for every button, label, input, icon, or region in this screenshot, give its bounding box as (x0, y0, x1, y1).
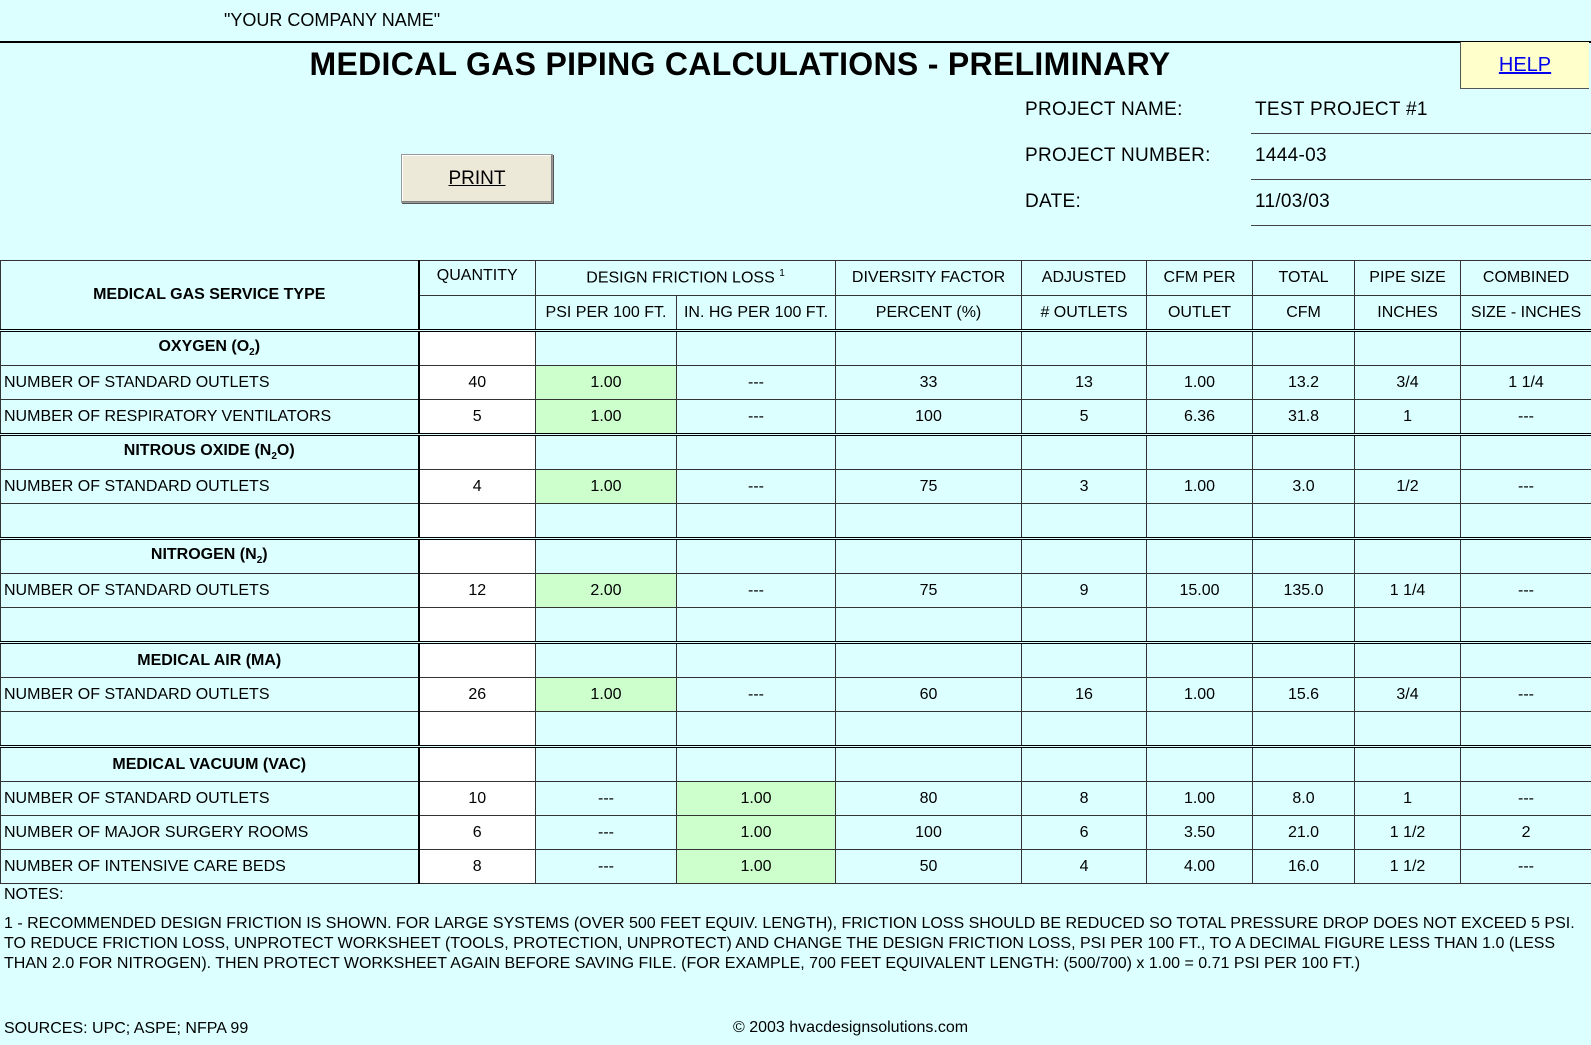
sources: SOURCES: UPC; ASPE; NFPA 99 (4, 1020, 249, 1037)
empty-cell (1147, 747, 1253, 782)
project-number-underline (1251, 179, 1591, 180)
section-nitrogen-text: NITROGEN (N (150, 546, 257, 564)
empty-cell (536, 712, 677, 747)
empty-cell (677, 504, 836, 539)
table-row (1, 850, 1591, 884)
inhg-cell: --- (677, 678, 836, 712)
cfm-cell: 1.00 (1147, 366, 1253, 400)
project-name-label: PROJECT NAME: (1025, 99, 1183, 120)
project-number-label: PROJECT NUMBER: (1025, 145, 1211, 166)
adjusted-cell: 9 (1022, 574, 1147, 608)
header-adjusted-1: ADJUSTED (1022, 261, 1147, 296)
table-row (1, 366, 1591, 400)
inhg-cell[interactable]: 1.00 (677, 782, 836, 816)
empty-cell (1147, 539, 1253, 574)
inhg-cell: --- (677, 470, 836, 504)
header-cfm-per-1: CFM PER (1147, 261, 1253, 296)
adjusted-cell: 16 (1022, 678, 1147, 712)
empty-cell (1461, 331, 1591, 366)
row-label: NUMBER OF INTENSIVE CARE BEDS (1, 850, 419, 884)
header-total-1: TOTAL (1253, 261, 1355, 296)
table-row (1, 470, 1591, 504)
empty-cell (1355, 504, 1461, 539)
table-row (1, 782, 1591, 816)
empty-cell (1147, 608, 1253, 643)
empty-cell (1022, 747, 1147, 782)
section-medical-air: MEDICAL AIR (MA) (1, 643, 419, 678)
empty-cell (1461, 712, 1591, 747)
combined-cell: --- (1461, 782, 1591, 816)
date-label: DATE: (1025, 191, 1082, 212)
total-cell: 15.6 (1253, 678, 1355, 712)
empty-cell (1253, 435, 1355, 470)
cfm-cell: 1.00 (1147, 470, 1253, 504)
total-cell: 8.0 (1253, 782, 1355, 816)
empty-cell (1461, 747, 1591, 782)
psi-cell[interactable]: 1.00 (536, 366, 677, 400)
empty-cell (1147, 331, 1253, 366)
diversity-cell: 100 (836, 816, 1022, 850)
empty-cell (1355, 712, 1461, 747)
psi-cell[interactable]: 2.00 (536, 574, 677, 608)
date-underline (1251, 225, 1591, 226)
empty-cell (836, 435, 1022, 470)
help-box (1460, 42, 1589, 89)
empty-cell (836, 331, 1022, 366)
header-total-2: CFM (1253, 296, 1355, 331)
header-pipe-2: INCHES (1355, 296, 1461, 331)
top-divider (0, 41, 1591, 43)
diversity-cell: 60 (836, 678, 1022, 712)
empty-cell (419, 712, 536, 747)
table-row (1, 816, 1591, 850)
copyright: © 2003 hvacdesignsolutions.com (733, 1019, 969, 1036)
empty-cell (1022, 643, 1147, 678)
header-cfm-per-2: OUTLET (1147, 296, 1253, 331)
empty-cell (1147, 504, 1253, 539)
empty-cell (419, 331, 536, 366)
header-design-friction-loss (536, 261, 836, 296)
quantity-cell[interactable]: 8 (419, 850, 536, 884)
header-service-type: MEDICAL GAS SERVICE TYPE (1, 261, 419, 331)
total-cell: 16.0 (1253, 850, 1355, 884)
empty-cell (419, 643, 536, 678)
total-cell: 3.0 (1253, 470, 1355, 504)
cfm-cell: 3.50 (1147, 816, 1253, 850)
empty-cell (1022, 539, 1147, 574)
empty-cell (1355, 331, 1461, 366)
row-label: NUMBER OF MAJOR SURGERY ROOMS (1, 816, 419, 850)
calc-table (0, 260, 1591, 884)
diversity-cell: 75 (836, 470, 1022, 504)
section-nitrous-oxide (1, 435, 419, 470)
section-oxygen-text: OXYGEN (O (158, 338, 250, 356)
empty-cell (836, 712, 1022, 747)
empty-cell (419, 608, 536, 643)
empty-cell (1022, 608, 1147, 643)
footnote-marker: 1 (779, 268, 785, 280)
diversity-cell: 100 (836, 400, 1022, 435)
empty-label (1, 712, 419, 747)
empty-cell (1253, 608, 1355, 643)
diversity-cell: 33 (836, 366, 1022, 400)
adjusted-cell: 13 (1022, 366, 1147, 400)
psi-cell[interactable]: 1.00 (536, 470, 677, 504)
total-cell: 13.2 (1253, 366, 1355, 400)
combined-cell: --- (1461, 470, 1591, 504)
empty-cell (419, 539, 536, 574)
psi-cell: --- (536, 850, 677, 884)
subscript: 2 (271, 451, 277, 463)
inhg-cell: --- (677, 366, 836, 400)
adjusted-cell: 6 (1022, 816, 1147, 850)
header-quantity: QUANTITY (419, 261, 536, 296)
empty-cell (836, 504, 1022, 539)
quantity-cell[interactable]: 5 (419, 400, 536, 435)
cfm-cell: 15.00 (1147, 574, 1253, 608)
total-cell: 135.0 (1253, 574, 1355, 608)
adjusted-cell: 3 (1022, 470, 1147, 504)
notes-heading: NOTES: (4, 886, 64, 903)
empty-cell (677, 747, 836, 782)
empty-cell (1461, 435, 1591, 470)
combined-cell: 1 1/4 (1461, 366, 1591, 400)
empty-cell (836, 539, 1022, 574)
header-dfl-text: DESIGN FRICTION LOSS (586, 269, 775, 287)
empty-cell (419, 435, 536, 470)
header-diversity-1: DIVERSITY FACTOR (836, 261, 1022, 296)
header-quantity-blank (419, 296, 536, 331)
empty-cell (1355, 747, 1461, 782)
combined-cell: --- (1461, 574, 1591, 608)
row-label: NUMBER OF RESPIRATORY VENTILATORS (1, 400, 419, 435)
row-label: NUMBER OF STANDARD OUTLETS (1, 574, 419, 608)
psi-cell: --- (536, 816, 677, 850)
pipe-cell: 3/4 (1355, 366, 1461, 400)
subscript: 2 (249, 347, 255, 359)
adjusted-cell: 8 (1022, 782, 1147, 816)
section-medical-vacuum: MEDICAL VACUUM (VAC) (1, 747, 419, 782)
empty-cell (536, 643, 677, 678)
notes-text: 1 - RECOMMENDED DESIGN FRICTION IS SHOWN. FOR LARGE SYSTEMS (OVER 500 FEET EQUIV. LENGTH), FRICTION LOSS SHOULD BE REDUCED SO TOTAL PRESSURE DROP DOES NOT EXCEED 5 PSI. TO REDUCE FRICTION LOSS, UNPROTECT WORKSHEET (TOOLS, PROTECTION, UNPROTECT) AND CHANGE THE DESIGN FRICTION LOSS, PSI PER 100 FT., TO A DECIMAL FIGURE LESS THAN 1.0 (LESS THAN 2.0 FOR NITROGEN). THEN PROTECT WORKSHEET AGAIN BEFORE SAVING FILE. (FOR EXAMPLE, 700 FEET EQUIVALENT LENGTH: (500/700) x 1.00 = 0.71 PSI PER 100 FT.) (4, 915, 1575, 972)
section-nitrous-tail: O) (276, 442, 295, 460)
section-nitrous-text: NITROUS OXIDE (N (123, 442, 272, 460)
pipe-cell: 1 (1355, 400, 1461, 435)
empty-cell (836, 747, 1022, 782)
quantity-cell[interactable]: 26 (419, 678, 536, 712)
empty-cell (419, 747, 536, 782)
pipe-cell: 1 1/2 (1355, 816, 1461, 850)
help-link[interactable]: HELP (1498, 54, 1552, 76)
quantity-cell[interactable]: 4 (419, 470, 536, 504)
header-pipe-1: PIPE SIZE (1355, 261, 1461, 296)
empty-cell (677, 435, 836, 470)
pipe-cell: 1 1/2 (1355, 850, 1461, 884)
empty-cell (1461, 608, 1591, 643)
empty-cell (1253, 331, 1355, 366)
psi-cell[interactable]: 1.00 (536, 678, 677, 712)
cfm-cell: 1.00 (1147, 678, 1253, 712)
inhg-cell: --- (677, 574, 836, 608)
empty-cell (1461, 504, 1591, 539)
cfm-cell: 6.36 (1147, 400, 1253, 435)
psi-cell[interactable]: 1.00 (536, 400, 677, 435)
empty-cell (1355, 539, 1461, 574)
header-diversity-2: PERCENT (%) (836, 296, 1022, 331)
empty-cell (1147, 643, 1253, 678)
empty-cell (677, 712, 836, 747)
combined-cell: --- (1461, 678, 1591, 712)
empty-cell (1253, 747, 1355, 782)
date-value[interactable]: 11/03/03 (1255, 191, 1330, 212)
empty-cell (1355, 608, 1461, 643)
header-inhg: IN. HG PER 100 FT. (677, 296, 836, 331)
empty-cell (1022, 331, 1147, 366)
header-combined-1: COMBINED (1461, 261, 1591, 296)
header-combined-2: SIZE - INCHES (1461, 296, 1591, 331)
empty-cell (536, 435, 677, 470)
empty-cell (677, 331, 836, 366)
subscript: 2 (256, 555, 263, 567)
cfm-cell: 1.00 (1147, 782, 1253, 816)
inhg-cell: --- (677, 400, 836, 435)
pipe-cell: 1 1/4 (1355, 574, 1461, 608)
empty-cell (1253, 539, 1355, 574)
header-adjusted-2: # OUTLETS (1022, 296, 1147, 331)
empty-cell (677, 643, 836, 678)
empty-cell (1253, 504, 1355, 539)
quantity-cell[interactable]: 12 (419, 574, 536, 608)
pipe-cell: 1/2 (1355, 470, 1461, 504)
psi-cell: --- (536, 782, 677, 816)
project-name-value[interactable]: TEST PROJECT #1 (1255, 99, 1428, 120)
row-label: NUMBER OF STANDARD OUTLETS (1, 782, 419, 816)
row-label: NUMBER OF STANDARD OUTLETS (1, 470, 419, 504)
adjusted-cell: 5 (1022, 400, 1147, 435)
empty-cell (1355, 435, 1461, 470)
empty-cell (1147, 712, 1253, 747)
section-nitrogen: NITROGEN $(N_2)$ (1, 539, 419, 574)
combined-cell: --- (1461, 850, 1591, 884)
pipe-cell: 3/4 (1355, 678, 1461, 712)
empty-cell (536, 539, 677, 574)
diversity-cell: 80 (836, 782, 1022, 816)
print-button[interactable]: PRINT (401, 154, 553, 203)
empty-cell (1022, 435, 1147, 470)
company-name: "YOUR COMPANY NAME" (224, 10, 441, 30)
cfm-cell: 4.00 (1147, 850, 1253, 884)
empty-cell (1022, 712, 1147, 747)
combined-cell: 2 (1461, 816, 1591, 850)
table-row (1, 678, 1591, 712)
inhg-cell[interactable]: 1.00 (677, 816, 836, 850)
empty-cell (1461, 643, 1591, 678)
empty-cell (1022, 504, 1147, 539)
quantity-cell[interactable]: 6 (419, 816, 536, 850)
empty-cell (836, 608, 1022, 643)
empty-cell (1253, 712, 1355, 747)
total-cell: 21.0 (1253, 816, 1355, 850)
quantity-cell[interactable]: 10 (419, 782, 536, 816)
empty-label (1, 504, 419, 539)
empty-cell (1253, 643, 1355, 678)
pipe-cell: 1 (1355, 782, 1461, 816)
empty-cell (1461, 539, 1591, 574)
empty-cell (677, 608, 836, 643)
empty-cell (836, 643, 1022, 678)
empty-cell (536, 331, 677, 366)
quantity-cell[interactable]: 40 (419, 366, 536, 400)
adjusted-cell: 4 (1022, 850, 1147, 884)
diversity-cell: 50 (836, 850, 1022, 884)
empty-cell (1147, 435, 1253, 470)
combined-cell: --- (1461, 400, 1591, 435)
empty-label (1, 608, 419, 643)
project-name-underline (1251, 133, 1591, 134)
empty-cell (677, 539, 836, 574)
total-cell: 31.8 (1253, 400, 1355, 435)
table-row (1, 574, 1591, 608)
empty-cell (536, 608, 677, 643)
section-oxygen: OXYGEN $(O_2)$ (1, 331, 419, 366)
inhg-cell[interactable]: 1.00 (677, 850, 836, 884)
empty-cell (536, 747, 677, 782)
diversity-cell: 75 (836, 574, 1022, 608)
row-label: NUMBER OF STANDARD OUTLETS (1, 678, 419, 712)
empty-cell (419, 504, 536, 539)
empty-cell (1355, 643, 1461, 678)
project-number-value[interactable]: 1444-03 (1255, 145, 1327, 166)
table-row (1, 400, 1591, 435)
page-title: MEDICAL GAS PIPING CALCULATIONS - PRELIMINARY (309, 46, 1171, 82)
header-psi: PSI PER 100 FT. (536, 296, 677, 331)
row-label: NUMBER OF STANDARD OUTLETS (1, 366, 419, 400)
empty-cell (536, 504, 677, 539)
